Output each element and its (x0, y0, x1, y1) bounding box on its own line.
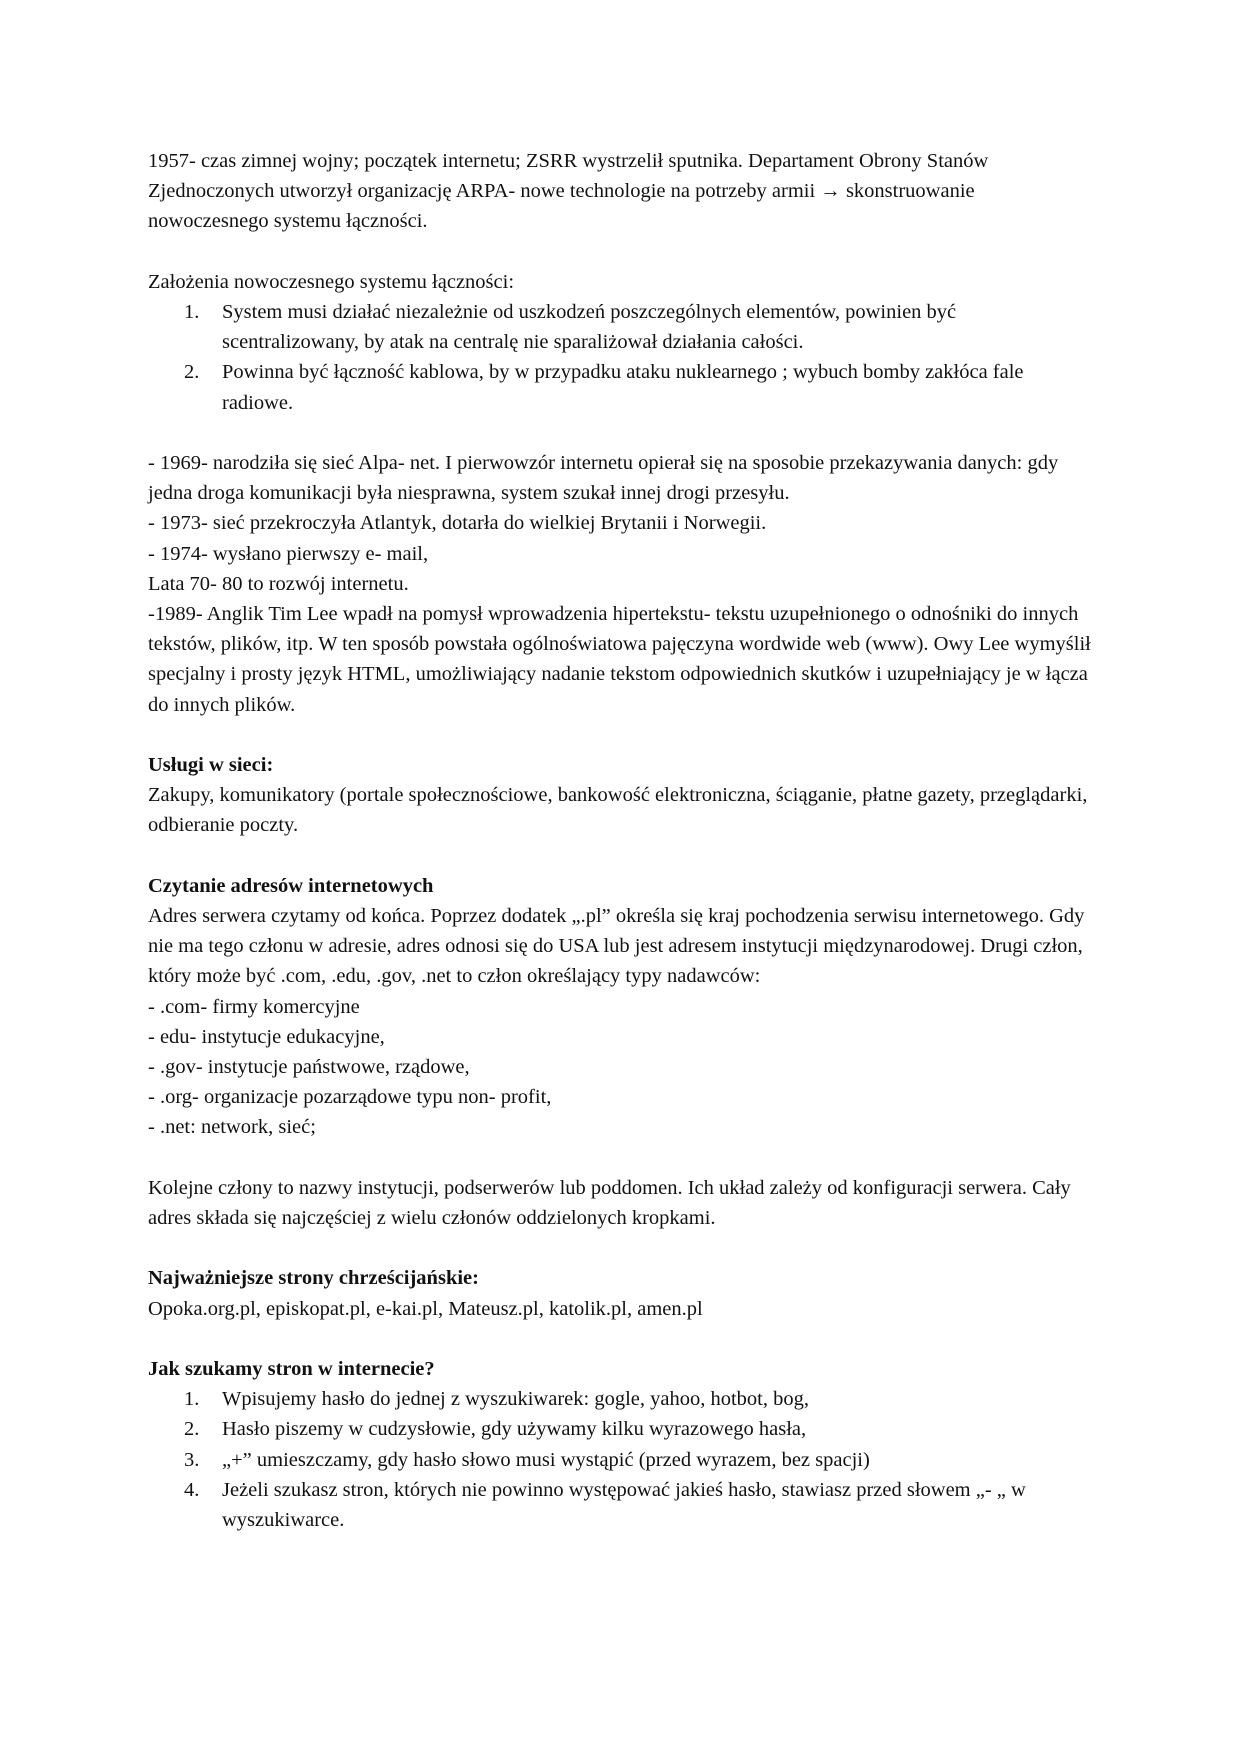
list-item (148, 1475, 1098, 1535)
assumptions-list (148, 297, 1098, 418)
history-line: - 1973- sieć przekroczyła Atlantyk, dotarła do wielkiej Brytanii i Norwegii. (148, 512, 767, 535)
search-title: Jak szukamy stron w internecie? (148, 1358, 435, 1381)
list-item (148, 297, 1098, 357)
document-page (148, 146, 1098, 1535)
list-number: 1. (184, 1388, 200, 1411)
list-text: „+” umieszczamy, gdy hasło słowo musi wystąpić (przed wyrazem, bez spacji) (222, 1448, 870, 1471)
list-item: - .net: network, sieć; (148, 1116, 316, 1139)
assumptions-title: Założenia nowoczesnego systemu łączności: (148, 270, 515, 293)
list-item: - edu- instytucje edukacyjne, (148, 1025, 385, 1048)
history-line: - 1974- wysłano pierwszy e- mail, (148, 542, 429, 565)
list-text: Wpisujemy hasło do jednej z wyszukiwarek: gogle, yahoo, hotbot, bog, (222, 1388, 809, 1411)
history-line: Lata 70- 80 to rozwój internetu. (148, 572, 409, 595)
christian-text: Opoka.org.pl, episkopat.pl, e-kai.pl, Mateusz.pl, katolik.pl, amen.pl (148, 1297, 703, 1320)
list-item: - .gov- instytucje państwowe, rządowe, (148, 1056, 470, 1079)
list-item (148, 357, 1098, 417)
list-text: Hasło piszemy w cudzysłowie, gdy używamy kilku wyrazowego hasła, (222, 1418, 807, 1441)
list-item (148, 1445, 1098, 1475)
list-text: Jeżeli szukasz stron, których nie powinno występować jakieś hasło, stawiasz przed słowem „- „ w wyszukiwarce. (222, 1478, 1026, 1532)
services-text: Zakupy, komunikatory (portale społecznościowe, bankowość elektroniczna, ściąganie, płatne gazety, przeglądarki, odbieranie poczty. (148, 784, 1088, 837)
list-number: 4. (184, 1478, 200, 1501)
addresses-text: Adres serwera czytamy od końca. Poprzez dodatek „.pl” określa się kraj pochodzenia serwisu internetowego. Gdy nie ma tego członu w adresie, adres odnosi się do USA lub jest adresem instytucji międzynarodowej. Drugi człon, który może być .com, .edu, .gov, .net to człon określający typy nadawców: (148, 905, 1085, 988)
addresses-outro: Kolejne człony to nazwy instytucji, podserwerów lub poddomen. Ich układ zależy od konfiguracji serwera. Cały adres składa się najczęściej z wielu członów oddzielonych kropkami. (148, 1176, 1071, 1230)
intro-paragraph: 1957- czas zimnej wojny; początek internetu; ZSRR wystrzelił sputnika. Departament Obrony Stanów Zjednoczonych utworzył organizację ARPA- nowe technologie na potrzeby armii → skonstruowanie nowoczesnego systemu łączności. (148, 150, 989, 233)
search-list (148, 1384, 1098, 1535)
history-line: - 1969- narodziła się sieć Alpa- net. I pierwowzór internetu opierał się na sposobie przekazywania danych: gdy jedna droga komunikacji była niesprawna, system szukał innej drogi przesyłu. (148, 452, 1059, 505)
list-number: 1. (184, 301, 200, 323)
list-number: 3. (184, 1448, 200, 1471)
christian-title: Najważniejsze strony chrześcijańskie: (148, 1267, 479, 1290)
history-section (148, 448, 1098, 720)
list-number: 2. (184, 361, 200, 384)
services-title: Usługi w sieci: (148, 754, 274, 777)
list-item (148, 1384, 1098, 1414)
list-item: - .org- organizacje pozarządowe typu non- profit, (148, 1086, 552, 1109)
list-item (148, 1414, 1098, 1444)
list-number: 2. (184, 1418, 200, 1441)
list-text: Powinna być łączność kablowa, by w przypadku ataku nuklearnego ; wybuch bomby zakłóca fale radiowe. (222, 361, 1024, 414)
history-line: -1989- Anglik Tim Lee wpadł na pomysł wprowadzenia hipertekstu- tekstu uzupełnionego o odnośniki do innych tekstów, plików, itp. W ten sposób powstała ogólnoświatowa pajęczyna wordwide web (www). Owy Lee wymyślił specjalny i prosty język HTML, umożliwiający nadanie tekstom odpowiednich skutków i uzupełniający je w łącza do innych plików. (148, 603, 1091, 716)
list-text: System musi działać niezależnie od uszkodzeń poszczególnych elementów, powinien być scentralizowany, by atak na centralę nie sparaliżował działania całości. (222, 301, 957, 354)
domain-list (148, 992, 1098, 1143)
addresses-title: Czytanie adresów internetowych (148, 874, 434, 897)
list-item: - .com- firmy komercyjne (148, 995, 360, 1018)
